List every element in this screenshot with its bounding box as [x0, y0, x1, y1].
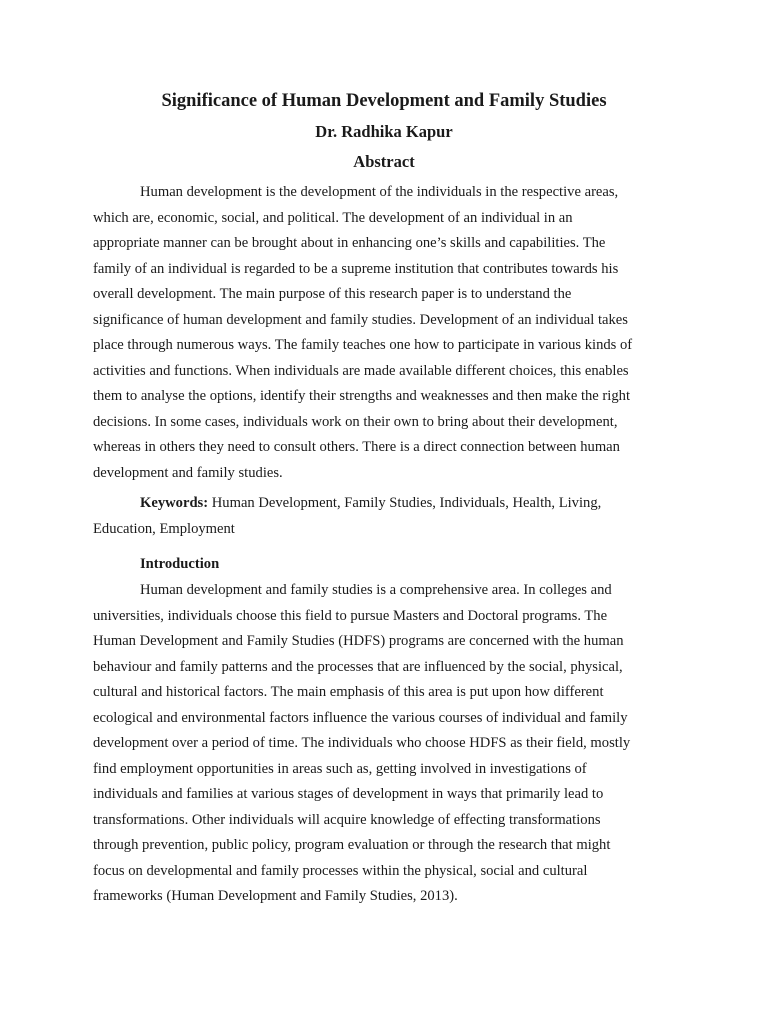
- intro-line: focus on developmental and family processes within the physical, social and cultural: [93, 862, 588, 879]
- keywords-label: Keywords:: [140, 495, 209, 511]
- abstract-line: Human development is the development of the individuals in the respective areas,: [140, 184, 619, 200]
- abstract-line: overall development. The main purpose of this research paper is to understand the: [93, 286, 572, 302]
- author-name: Dr. Radhika Kapur: [315, 122, 453, 141]
- intro-line: Human Development and Family Studies (HDFS) programs are concerned with the human: [93, 633, 624, 649]
- abstract-paragraph: [93, 180, 675, 486]
- intro-line: ecological and environmental factors influence the various courses of individual and family: [93, 709, 628, 726]
- intro-line: individuals and families at various stages of development in ways that primarily lead to: [93, 786, 604, 802]
- keywords-line: [93, 491, 675, 517]
- intro-line: find employment opportunities in areas such as, getting involved in investigations of: [93, 760, 587, 777]
- abstract-line: activities and functions. When individuals are made available different choices, this enables: [93, 362, 629, 379]
- abstract-heading: Abstract: [353, 152, 415, 171]
- intro-line: transformations. Other individuals will acquire knowledge of effecting transformations: [93, 811, 601, 828]
- abstract-line: significance of human development and family studies. Development of an individual takes: [93, 311, 628, 328]
- introduction-heading: Introduction: [140, 556, 220, 572]
- intro-line: cultural and historical factors. The main emphasis of this area is put upon how different: [93, 684, 604, 700]
- abstract-line: appropriate manner can be brought about in enhancing one’s skills and capabilities. The: [93, 235, 606, 251]
- introduction-paragraph: [93, 578, 675, 910]
- abstract-line: family of an individual is regarded to be a supreme institution that contributes towards his: [93, 260, 619, 277]
- paper-title: Significance of Human Development and Family Studies: [161, 91, 607, 111]
- intro-line: frameworks (Human Development and Family Studies, 2013).: [93, 888, 458, 904]
- abstract-line: which are, economic, social, and political. The development of an individual in an: [93, 209, 573, 226]
- keywords-paragraph: [93, 491, 675, 542]
- abstract-line: place through numerous ways. The family teaches one how to participate in various kinds of: [93, 337, 633, 353]
- intro-line: universities, individuals choose this field to pursue Masters and Doctoral programs. The: [93, 607, 608, 624]
- intro-line: behaviour and family patterns and the processes that are influenced by the social, physical,: [93, 658, 623, 675]
- abstract-line: decisions. In some cases, individuals work on their own to bring about their development,: [93, 413, 618, 430]
- abstract-line: them to analyse the options, identify their strengths and weaknesses and then make the right: [93, 388, 630, 404]
- keywords-line: Education, Employment: [93, 520, 235, 537]
- abstract-line: development and family studies.: [93, 464, 283, 481]
- intro-line: Human development and family studies is a comprehensive area. In colleges and: [140, 582, 612, 598]
- abstract-line: whereas in others they need to consult others. There is a direct connection between human: [93, 439, 620, 455]
- intro-line: development over a period of time. The individuals who choose HDFS as their field, mostly: [93, 735, 631, 751]
- intro-line: through prevention, public policy, program evaluation or through the research that might: [93, 837, 611, 853]
- keywords-list: Human Development, Family Studies, Individuals, Health, Living,: [208, 495, 602, 511]
